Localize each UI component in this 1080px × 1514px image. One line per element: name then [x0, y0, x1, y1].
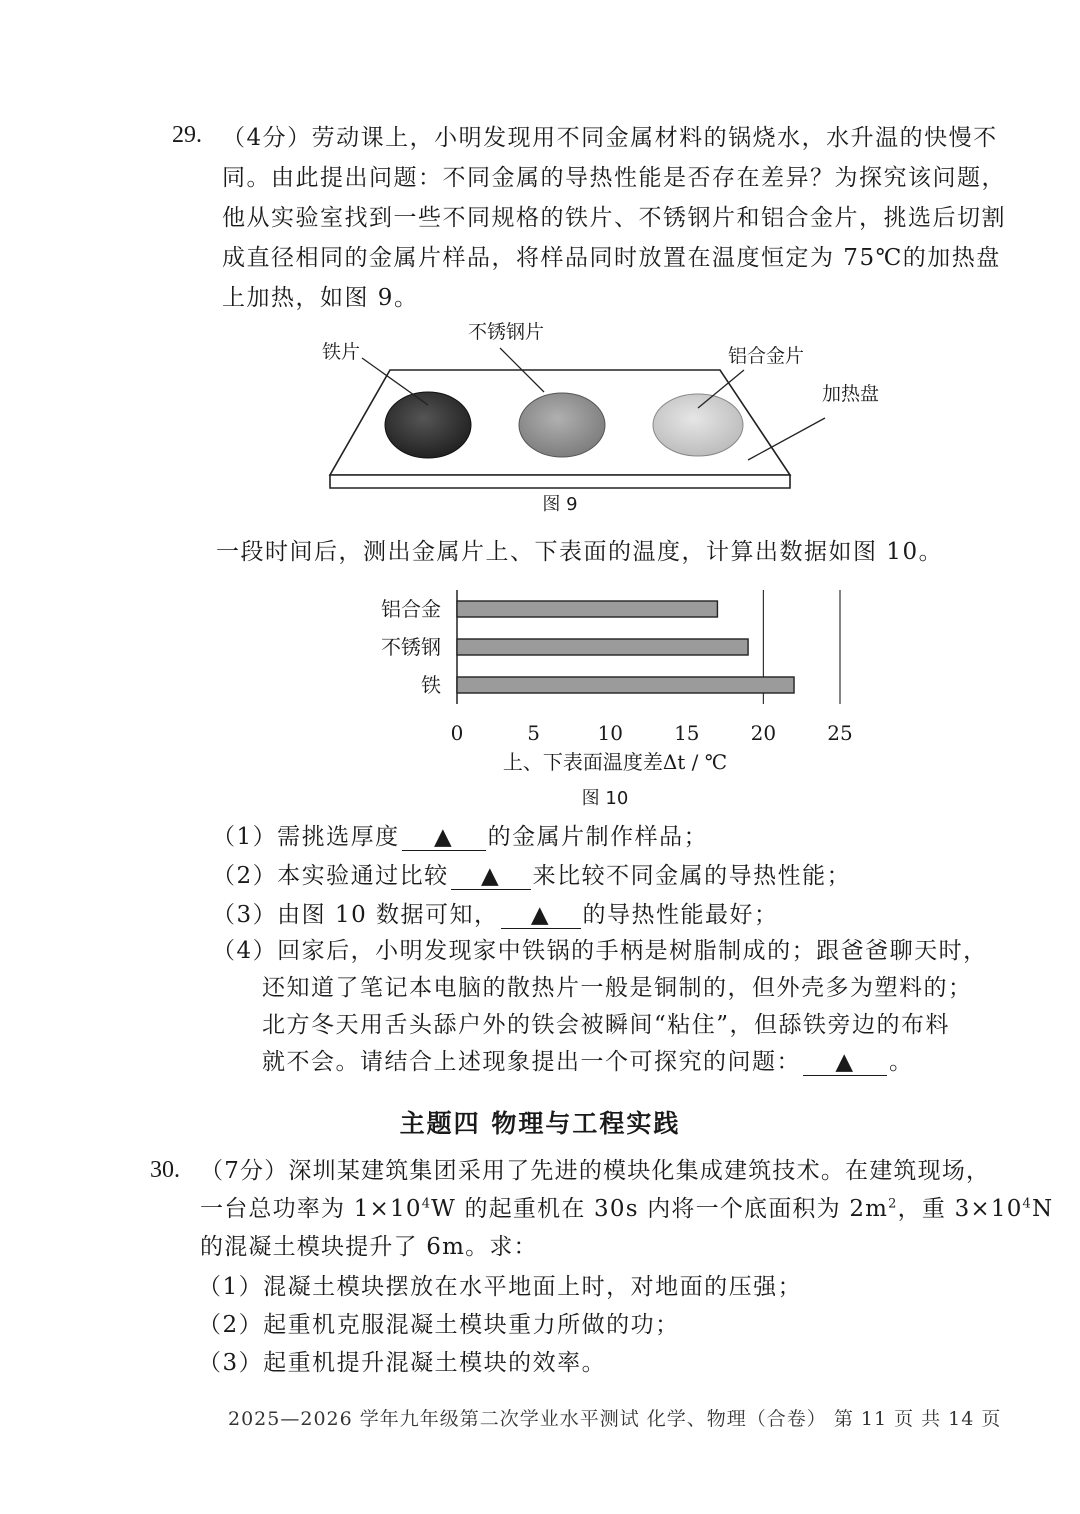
q30-superscript: 2 — [888, 1196, 898, 1212]
sub4-line: （4）回家后，小明发现家中铁锅的手柄是树脂制成的；跟爸爸聊天时， — [212, 938, 988, 964]
q29-after-text: 一段时间后，测出金属片上、下表面的温度，计算出数据如图 10。 — [216, 539, 944, 565]
chart-tick-label: 0 — [450, 721, 464, 745]
answer-blank-3[interactable]: ▲ — [501, 902, 581, 929]
q30-text: N — [1032, 1196, 1054, 1222]
label-steel: 不锈钢片 — [468, 321, 545, 343]
page-footer: 2025—2026 学年九年级第二次学业水平测试 化学、物理（合卷） 第 11 页 共 14 页 — [228, 1408, 1002, 1430]
q29-line: 同。由此提出问题：不同金属的导热性能是否存在差异？为探究该问题， — [222, 165, 1006, 191]
chart-x-axis-label: 上、下表面温度差Δt / ℃ — [502, 750, 728, 774]
sub3-suffix: 的导热性能最好； — [582, 902, 779, 928]
q30-item: （2）起重机克服混凝土模块重力所做的功； — [198, 1312, 680, 1338]
sub2-suffix: 来比较不同金属的导热性能； — [532, 863, 852, 889]
sub1-suffix: 的金属片制作样品； — [487, 824, 709, 850]
figure-10-chart — [360, 582, 880, 810]
q29-line: （4分）劳动课上，小明发现用不同金属材料的锅烧水，水升温的快慢不 — [222, 125, 998, 151]
answer-blank-4[interactable]: ▲ — [803, 1049, 887, 1076]
q30-text: W 的起重机在 30s 内将一个底面积为 2m — [431, 1196, 889, 1222]
q29-number: 29. — [172, 122, 202, 148]
q29-sub-2 — [212, 857, 851, 890]
q30-text: ，重 3×10 — [897, 1196, 1023, 1222]
q29-sub-3 — [212, 896, 779, 929]
figure-9 — [300, 310, 880, 520]
answer-blank-1[interactable]: ▲ — [402, 824, 486, 851]
alloy-disc — [653, 394, 743, 456]
q29-line: 他从实验室找到一些不同规格的铁片、不锈钢片和铝合金片，挑选后切割 — [222, 205, 1006, 231]
steel-disc — [519, 393, 605, 457]
chart-bar — [457, 601, 717, 617]
q30-item: （1）混凝土模块摆放在水平地面上时，对地面的压强； — [198, 1274, 803, 1300]
q30-number: 30. — [150, 1157, 180, 1183]
answer-blank-2[interactable]: ▲ — [451, 863, 531, 890]
q30-items — [198, 1268, 802, 1382]
chart-tick-label: 20 — [750, 721, 777, 745]
chart-bar — [457, 677, 794, 693]
q30-line: 的混凝土模块提升了 6m。求： — [200, 1234, 538, 1260]
sub4-suffix: 。 — [889, 1049, 914, 1075]
q30-text: 一台总功率为 1×10 — [200, 1196, 422, 1222]
label-plate: 加热盘 — [822, 383, 880, 405]
chart-category-labels — [381, 597, 441, 697]
heating-plate-side — [330, 475, 790, 488]
label-alloy: 铝合金片 — [728, 345, 805, 367]
section-title: 主题四 物理与工程实践 — [399, 1109, 681, 1138]
sub1-prefix: （1）需挑选厚度 — [212, 824, 400, 850]
chart-tick-label: 5 — [527, 721, 540, 745]
q30-superscript: 4 — [421, 1196, 432, 1212]
sub3-prefix: （3）由图 10 数据可知， — [212, 902, 499, 928]
label-iron: 铁片 — [322, 341, 361, 363]
chart-category-label: 铁 — [421, 673, 441, 697]
q29-stem — [222, 118, 1022, 318]
sub4-last-line — [212, 1044, 988, 1081]
q30-line: （7分）深圳某建筑集团采用了先进的模块化集成建筑技术。在建筑现场， — [200, 1158, 991, 1184]
sub4-prefix: 就不会。请结合上述现象提出一个可探究的问题： — [262, 1049, 801, 1075]
q30-line — [200, 1190, 1054, 1228]
chart-category-label: 不锈钢 — [381, 635, 441, 659]
q30-superscript: 4 — [1022, 1196, 1033, 1212]
q30-item: （3）起重机提升混凝土模块的效率。 — [198, 1350, 607, 1376]
chart-tick-labels — [451, 721, 853, 745]
q29-line: 成直径相同的金属片样品，将样品同时放置在温度恒定为 75℃的加热盘 — [222, 245, 1001, 271]
chart-tick-label: 25 — [827, 721, 853, 745]
figure-10-caption: 图 10 — [581, 788, 629, 809]
chart-bar — [457, 639, 748, 655]
sub2-prefix: （2）本实验通过比较 — [212, 863, 449, 889]
chart-category-label: 铝合金 — [381, 597, 441, 621]
chart-bars — [457, 601, 794, 693]
sub4-line: 还知道了笔记本电脑的散热片一般是铜制的，但外壳多为塑料的； — [262, 975, 973, 1001]
sub4-line: 北方冬天用舌头舔户外的铁会被瞬间“粘住”，但舔铁旁边的布料 — [262, 1012, 951, 1038]
q30-stem — [200, 1152, 1054, 1266]
q29-line: 上加热，如图 9。 — [222, 285, 419, 311]
footer-clip — [0, 1404, 1080, 1430]
iron-disc — [385, 392, 471, 458]
q29-sub-4 — [212, 933, 988, 1081]
q29-sub-1 — [212, 818, 708, 851]
chart-tick-label: 10 — [597, 721, 623, 745]
chart-tick-label: 15 — [674, 721, 700, 745]
figure-9-caption: 图 9 — [542, 494, 578, 515]
